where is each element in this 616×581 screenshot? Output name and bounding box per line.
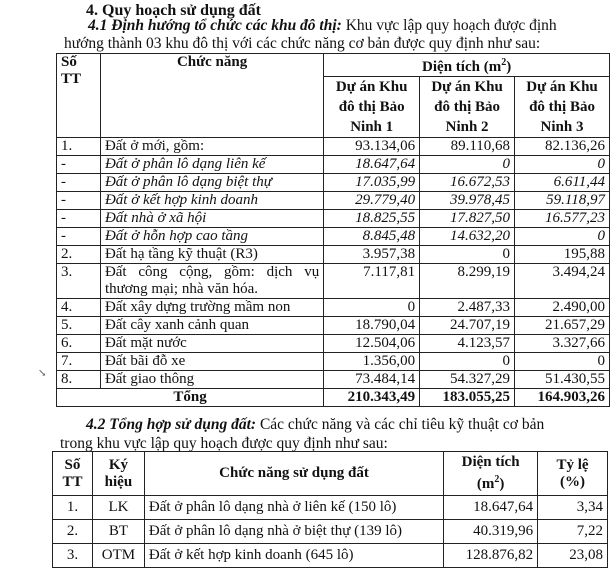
table-row [57,138,610,156]
row-code: OTM [92,544,144,568]
row-bn2: 89.110,68 [420,138,515,156]
table-row [53,496,608,520]
row-stt: 7. [57,353,101,371]
row-stt: 6. [57,335,101,353]
total-bn1: 210.343,49 [324,389,420,407]
row-stt: 2. [53,520,93,544]
row-bn3: 6.611,44 [515,174,610,192]
table-row [57,156,610,174]
section2-paragraph [60,415,608,453]
row-bn2: 0 [420,246,515,264]
row-bn2: 4.123,57 [420,335,515,353]
section2-text-line1: Các chức năng và các chỉ tiêu kỹ thuật cơ bản [256,416,545,433]
row-bn1: 17.035,99 [324,174,420,192]
row-bn3: 2.490,00 [515,299,610,317]
table-row [53,544,608,568]
header-bn2: Dự án Khu đô thị Bảo Ninh 2 [420,77,515,138]
table-row [57,317,610,335]
row-function: Đất cây xanh cảnh quan [100,317,323,335]
row-bn2: 54.327,29 [420,371,515,389]
row-stt: 5. [57,317,101,335]
row-bn1: 18.825,55 [324,210,420,228]
section-heading: 4. Quy hoạch sử dụng đất [86,2,261,19]
row-bn1: 18.790,04 [324,317,420,335]
table-row [57,192,610,210]
row-stt: 3. [57,264,101,299]
row-ratio: 23,08 [538,544,608,568]
t2-header-area: Diện tích $(m^2)$ [444,452,538,496]
row-bn1: 1.356,00 [324,353,420,371]
t2-header-stt: Số TT [53,452,93,496]
land-use-summary-table [52,451,608,568]
row-bn1: 29.779,40 [324,192,420,210]
row-function: Đất nhà ở xã hội [100,210,323,228]
row-bn2: 24.707,19 [420,317,515,335]
section1-paragraph [64,17,604,53]
stray-mark: ↘ [38,368,47,379]
t2-header-function: Chức năng sử dụng đất [144,452,443,496]
section2-text-line2: trong khu vực lập quy hoạch được quy định như sau: [60,435,388,452]
header-bn1: Dự án Khu đô thị Bảo Ninh 1 [324,77,420,138]
row-bn3: 3.494,24 [515,264,610,299]
table-row [57,264,610,299]
row-bn2: 8.299,19 [420,264,515,299]
row-function: Đất giao thông [100,371,323,389]
row-stt: 4. [57,299,101,317]
row-bn3: 0 [515,228,610,246]
section2-title: 4.2 Tổng hợp sử dụng đất: [86,416,257,433]
row-function: Đất ở kết hợp kinh doanh [100,192,323,210]
header-bn3: Dự án Khu đô thị Bảo Ninh 3 [515,77,610,138]
row-function: Đất hạ tầng kỹ thuật (R3) [100,246,323,264]
row-stt: 2. [57,246,101,264]
row-bn2: 14.632,20 [420,228,515,246]
row-bn2: 0 [420,353,515,371]
header-stt: Số TT [57,54,101,138]
header-area: Diện tích $(m^2)$ [324,54,610,77]
row-function: Đất ở phân lô dạng nhà ở liên kế (150 lô) [144,496,443,520]
table-row [57,246,610,264]
section1-title: 4.1 Định hướng tổ chức các khu đô thị: [88,17,342,34]
table-row [57,371,610,389]
row-bn3: 195,88 [515,246,610,264]
row-stt: - [57,156,101,174]
row-stt: - [57,192,101,210]
section1-text-line2: hướng thành 03 khu đô thị với các chức năng cơ bản được quy định như sau: [64,35,541,52]
row-bn3: 59.118,97 [515,192,610,210]
row-code: LK [92,496,144,520]
row-bn1: 73.484,14 [324,371,420,389]
row-bn2: 17.827,50 [420,210,515,228]
row-bn2: 39.978,45 [420,192,515,210]
row-function: Đất công cộng, gồm: dịch vụ thương mại; nhà văn hóa. [100,264,323,299]
row-area: 40.319,96 [444,520,538,544]
table-row [53,520,608,544]
row-bn3: 0 [515,353,610,371]
row-bn3: 51.430,55 [515,371,610,389]
urban-area-table [56,53,610,407]
row-code: BT [92,520,144,544]
row-stt: - [57,228,101,246]
row-stt: 8. [57,371,101,389]
row-bn1: 93.134,06 [324,138,420,156]
row-area: 18.647,64 [444,496,538,520]
row-bn2: 2.487,33 [420,299,515,317]
row-bn3: 82.136,26 [515,138,610,156]
row-bn1: 8.845,48 [324,228,420,246]
row-bn1: 3.957,38 [324,246,420,264]
table-row [57,228,610,246]
row-function: Đất ở mới, gồm: [100,138,323,156]
row-stt: 3. [53,544,93,568]
total-bn2: 183.055,25 [420,389,515,407]
row-bn3: 16.577,23 [515,210,610,228]
row-bn1: 18.647,64 [324,156,420,174]
row-bn3: 21.657,29 [515,317,610,335]
row-stt: - [57,210,101,228]
total-row [57,389,610,407]
row-ratio: 7,22 [538,520,608,544]
table-row [57,299,610,317]
row-bn1: 7.117,81 [324,264,420,299]
row-function: Đất ở kết hợp kinh doanh (645 lô) [144,544,443,568]
row-bn1: 12.504,06 [324,335,420,353]
row-bn3: 0 [515,156,610,174]
table-row [57,174,610,192]
header-function: Chức năng [100,54,323,138]
row-bn3: 3.327,66 [515,335,610,353]
row-function: Đất xây dựng trường mầm non [100,299,323,317]
total-label: Tổng [57,389,324,407]
row-function: Đất ở phân lô dạng biệt thự [100,174,323,192]
t2-header-ratio: Tỷ lệ (%) [538,452,608,496]
row-bn2: 16.672,53 [420,174,515,192]
row-function: Đất mặt nước [100,335,323,353]
section1-text-line1: Khu vực lập quy hoạch được định [341,17,557,34]
row-function: Đất ở phân lô dạng nhà ở biệt thự (139 lô) [144,520,443,544]
table-row [57,210,610,228]
row-area: 128.876,82 [444,544,538,568]
row-ratio: 3,34 [538,496,608,520]
row-function: Đất ở hỗn hợp cao tầng [100,228,323,246]
t2-header-code: Ký hiệu [92,452,144,496]
row-stt: 1. [53,496,93,520]
row-stt: - [57,174,101,192]
row-stt: 1. [57,138,101,156]
row-function: Đất bãi đỗ xe [100,353,323,371]
row-bn2: 0 [420,156,515,174]
total-bn3: 164.903,26 [515,389,610,407]
row-function: Đất ở phân lô dạng liên kế [100,156,323,174]
table-row [57,353,610,371]
table-row [57,335,610,353]
row-bn1: 0 [324,299,420,317]
